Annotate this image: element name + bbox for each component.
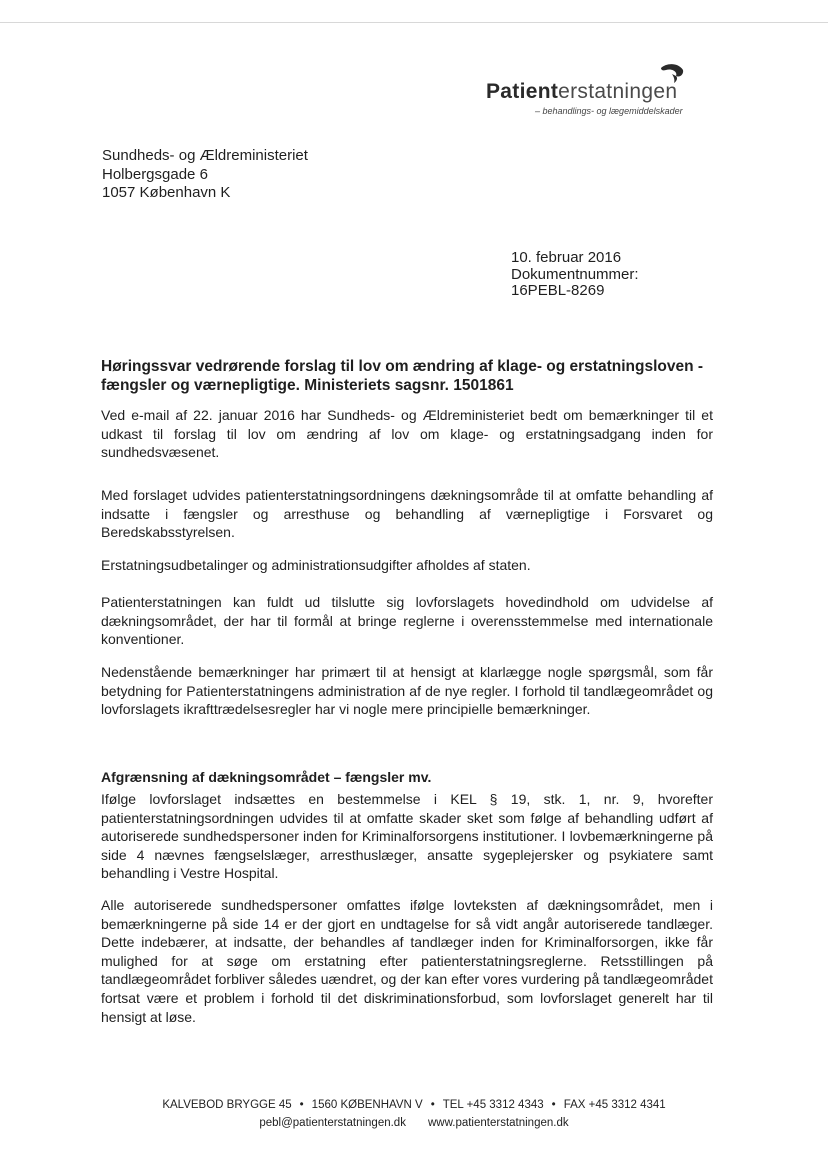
footer-website-link[interactable]: www.patienterstatningen.dk	[427, 1117, 569, 1129]
recipient-line: Holbergsgade 6	[102, 165, 208, 183]
document-number: 16PEBL-8269	[511, 282, 605, 299]
logo-wordmark	[486, 80, 677, 104]
page-top-rule	[0, 22, 828, 23]
footer-fax: FAX +45 3312 4341	[563, 1099, 666, 1111]
footer-separator: •	[551, 1099, 556, 1111]
footer-phone: TEL +45 3312 4343	[442, 1099, 544, 1111]
footer-web-line	[0, 1117, 828, 1129]
section-paragraph: Alle autoriserede sundhedspersoner omfattes ifølge lovteksten af dækningsområdet, men i bemærkningerne på side 14 er der gjort en undtagelse for så vidt angår autoriserede tandlæger. Dette indebærer, at indsatte, der behandles af tandlæger inden for Kriminalforsorgen, ikke får mulighed for at søge om erstatning efter patienterstatningsreglerne. Retsstillingen på tandlægeområdet forbliver således uændret, og der kan efter vores vurdering på tandlægeområdet fortsat være et problem i forhold til det diskriminationsforbud, som lovforslaget generelt har til hensigt at løse.	[101, 897, 713, 1025]
heading-line: Høringssvar vedrørende forslag til lov om ændring af klage- og erstatningsloven -	[101, 358, 704, 375]
footer-separator: •	[299, 1099, 304, 1111]
footer-contact-line	[0, 1099, 828, 1111]
section-paragraph: Ifølge lovforslaget indsættes en bestemmelse i KEL § 19, stk. 1, nr. 9, hvorefter patienterstatningsordningen udvides til at omfatte skader sket som følge af behandling udført af autoriserede sundhedspersoner inden for Kriminalforsorgens institutioner. I lovbemærkningerne på side 4 nævnes fængselslæger, arresthuslæger, ansatte sygeplejersker og psykiatere samt behandling i Vestre Hospital.	[101, 791, 713, 882]
footer-address: KALVEBOD BRYGGE 45	[162, 1099, 292, 1111]
body-paragraph: Patienterstatningen kan fuldt ud tilslutte sig lovforslagets hovedindhold om udvidelse af dækningsområdet, der har til formål at bringe reglerne i overensstemmelse med internationale konventioner.	[101, 594, 713, 648]
body-paragraph: Erstatningsudbetalinger og administrationsudgifter afholdes af staten.	[101, 557, 531, 573]
letterhead-logo	[480, 56, 720, 120]
body-paragraph: Med forslaget udvides patienterstatningsordningens dækningsområde til at omfatte behandling af indsatte i fængsler og arresthuse og behandling af værnepligtige i Forsvaret og Beredskabsstyrelsen.	[101, 487, 713, 541]
body-paragraph: Nedenstående bemærkninger har primært til at hensigt at klarlægge nogle spørgsmål, som får betydning for Patienterstatningens administration af de nye regler. I forhold til tandlægeområdet og lovforslagets ikrafttrædelsesregler har vi nogle mere principielle bemærkninger.	[101, 664, 713, 718]
recipient-line: Sundheds- og Ældreministeriet	[102, 147, 308, 164]
document-number-label: Dokumentnummer:	[511, 265, 639, 283]
letter-date: 10. februar 2016	[511, 249, 622, 266]
letter-meta	[511, 250, 639, 300]
section-heading: Afgrænsning af dækningsområdet – fængsler mv.	[101, 769, 432, 785]
logo-tagline: – behandlings- og lægemiddelskader	[535, 106, 683, 116]
footer-separator: •	[430, 1099, 435, 1111]
footer-email-link[interactable]: pebl@patienterstatningen.dk	[259, 1117, 406, 1129]
body-paragraph: Ved e-mail af 22. januar 2016 har Sundheds- og Ældreministeriet bedt om bemærkninger til et udkast til forslag til lov om ændring af lov om klage- og erstatningsadgang inden for sundhedsvæsenet.	[101, 407, 713, 461]
logo-wordmark-light: erstatningen	[558, 80, 678, 103]
footer-city: 1560 KØBENHAVN V	[311, 1099, 423, 1111]
logo-wordmark-bold: Patient	[486, 80, 559, 103]
recipient-address	[102, 147, 308, 203]
recipient-line: 1057 København K	[102, 184, 231, 201]
heading-line: fængsler og værnepligtige. Ministeriets sagsnr. 1501861	[101, 377, 514, 394]
letter-heading	[101, 357, 713, 395]
